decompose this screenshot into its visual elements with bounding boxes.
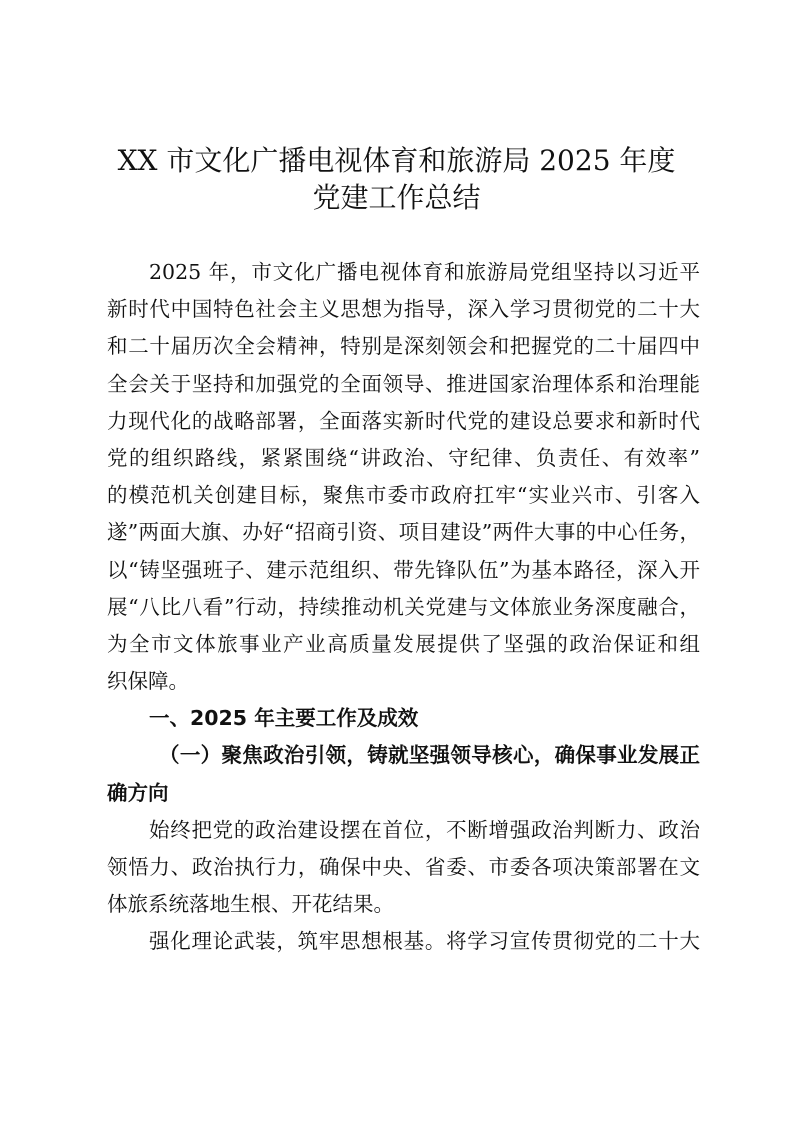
intro-line: 新时代中国特色社会主义思想为指导，深入学习贯彻党的二十大 xyxy=(107,297,700,322)
title-line: 党建工作总结 xyxy=(312,181,481,214)
intro-line: 力现代化的战略部署，全面落实新时代党的建设总要求和新时代 xyxy=(107,408,700,433)
document-title xyxy=(0,142,793,216)
paragraph-line: 始终把党的政治建设摆在首位，不断增强政治判断力、政治 xyxy=(149,817,700,842)
intro-line: 为全市文体旅事业产业高质量发展提供了坚强的政治保证和组 xyxy=(107,631,700,656)
intro-line: 和二十届历次全会精神，特别是深刻领会和把握党的二十届四中 xyxy=(107,334,700,359)
document-body xyxy=(107,254,700,961)
subsection-heading-line: （一）聚焦政治引领，铸就坚强领导核心，确保事业发展正 xyxy=(159,743,700,768)
intro-line: 党的组织路线，紧紧围绕“讲政治、守纪律、负责任、有效率” xyxy=(107,445,700,470)
intro-line: 展“八比八看”行动，持续推动机关党建与文体旅业务深度融合， xyxy=(107,594,700,619)
paragraph-line: 强化理论武装，筑牢思想根基。将学习宣传贯彻党的二十大 xyxy=(149,929,700,954)
title-line: XX 市文化广播电视体育和旅游局 2025 年度 xyxy=(117,144,676,177)
intro-line: 的模范机关创建目标，聚焦市委市政府扛牢“实业兴市、引客入 xyxy=(107,483,700,508)
intro-line: 全会关于坚持和加强党的全面领导、推进国家治理体系和治理能 xyxy=(107,371,700,396)
subsection-heading-line: 确方向 xyxy=(107,780,169,805)
paragraph-line: 体旅系统落地生根、开花结果。 xyxy=(107,892,394,917)
section-heading: 一、2025 年主要工作及成效 xyxy=(149,706,419,731)
paragraph-line: 领悟力、政治执行力，确保中央、省委、市委各项决策部署在文 xyxy=(107,855,700,879)
intro-line: 2025 年，市文化广播电视体育和旅游局党组坚持以习近平 xyxy=(149,260,700,284)
intro-line: 织保障。 xyxy=(107,669,189,694)
intro-line: 遂”两面大旗、办好“招商引资、项目建设”两件大事的中心任务， xyxy=(107,520,700,545)
intro-line: 以“铸坚强班子、建示范组织、带先锋队伍”为基本路径，深入开 xyxy=(107,557,700,582)
